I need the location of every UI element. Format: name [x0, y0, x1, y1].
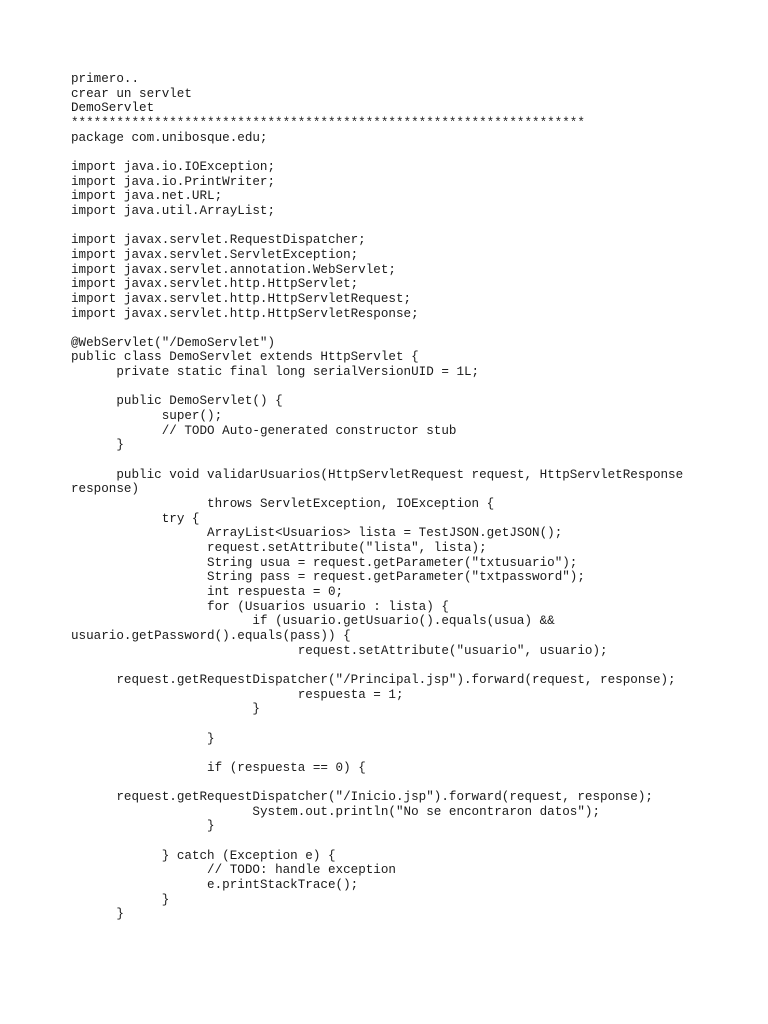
- code-line: try {: [71, 511, 200, 526]
- code-line: import javax.servlet.ServletException;: [71, 247, 359, 262]
- code-line: private static final long serialVersionUID = 1L;: [71, 365, 480, 380]
- code-line: if (respuesta == 0) {: [71, 760, 366, 775]
- code-line: import javax.servlet.RequestDispatcher;: [71, 233, 366, 248]
- code-line: public class DemoServlet extends HttpServlet {: [71, 350, 419, 365]
- code-line: primero..: [71, 72, 140, 86]
- code-line: System.out.println("No se encontraron datos");: [71, 804, 601, 819]
- code-line: e.printStackTrace();: [71, 878, 359, 893]
- code-line: import java.io.IOException;: [71, 159, 276, 174]
- code-line: } catch (Exception e) {: [71, 848, 336, 863]
- code-line: }: [71, 907, 124, 922]
- code-line: @WebServlet("/DemoServlet"): [71, 335, 276, 350]
- code-line: import javax.servlet.http.HttpServletResponse;: [71, 306, 419, 321]
- code-line: request.getRequestDispatcher("/Inicio.jsp").forward(request, response);: [71, 790, 653, 805]
- code-line: respuesta = 1;: [71, 687, 404, 702]
- code-line: package com.unibosque.edu;: [71, 130, 268, 145]
- code-line: import javax.servlet.http.HttpServlet;: [71, 277, 359, 292]
- code-line: usuario.getPassword().equals(pass)) {: [71, 628, 351, 643]
- code-line: // TODO Auto-generated constructor stub: [71, 423, 457, 438]
- code-line: if (usuario.getUsuario().equals(usua) &&: [71, 614, 555, 629]
- code-line: [71, 776, 751, 791]
- code-line: super();: [71, 409, 223, 424]
- code-line: // TODO: handle exception: [71, 863, 396, 878]
- code-line: public void validarUsuarios(HttpServletRequest request, HttpServletResponse: [71, 467, 684, 482]
- code-line: [71, 746, 751, 761]
- code-line: int respuesta = 0;: [71, 584, 344, 599]
- code-line: import java.util.ArrayList;: [71, 203, 276, 218]
- code-line: [71, 658, 751, 673]
- code-line: String usua = request.getParameter("txtusuario");: [71, 555, 578, 570]
- code-line: [71, 453, 751, 468]
- code-line: }: [71, 819, 215, 834]
- code-line: import java.io.PrintWriter;: [71, 174, 276, 189]
- code-text-block: [71, 72, 751, 922]
- code-line: request.setAttribute("usuario", usuario);: [71, 643, 608, 658]
- code-line: ArrayList<Usuarios> lista = TestJSON.getJSON();: [71, 526, 563, 541]
- code-line: request.getRequestDispatcher("/Principal.jsp").forward(request, response);: [71, 672, 676, 687]
- code-line: import java.net.URL;: [71, 189, 223, 204]
- code-line: request.setAttribute("lista", lista);: [71, 541, 487, 555]
- code-line: String pass = request.getParameter("txtpassword");: [71, 570, 585, 585]
- code-line: }: [71, 892, 170, 907]
- code-line: response): [71, 482, 140, 497]
- code-line: [71, 380, 751, 395]
- code-line: for (Usuarios usuario : lista) {: [71, 599, 449, 614]
- code-line: import javax.servlet.annotation.WebServlet;: [71, 262, 396, 277]
- code-line: import javax.servlet.http.HttpServletRequest;: [71, 291, 412, 306]
- code-line: crear un servlet: [71, 86, 192, 101]
- code-line: [71, 219, 751, 234]
- code-line: public DemoServlet() {: [71, 394, 283, 409]
- code-line: DemoServlet: [71, 101, 155, 116]
- code-line: }: [71, 438, 124, 453]
- code-line: ********************************************************************: [71, 115, 585, 130]
- code-line: [71, 717, 751, 732]
- code-line: [71, 321, 751, 336]
- code-line: }: [71, 731, 215, 746]
- code-line: [71, 145, 751, 160]
- code-line: }: [71, 702, 260, 717]
- code-line: throws ServletException, IOException {: [71, 497, 495, 512]
- code-line: [71, 834, 751, 849]
